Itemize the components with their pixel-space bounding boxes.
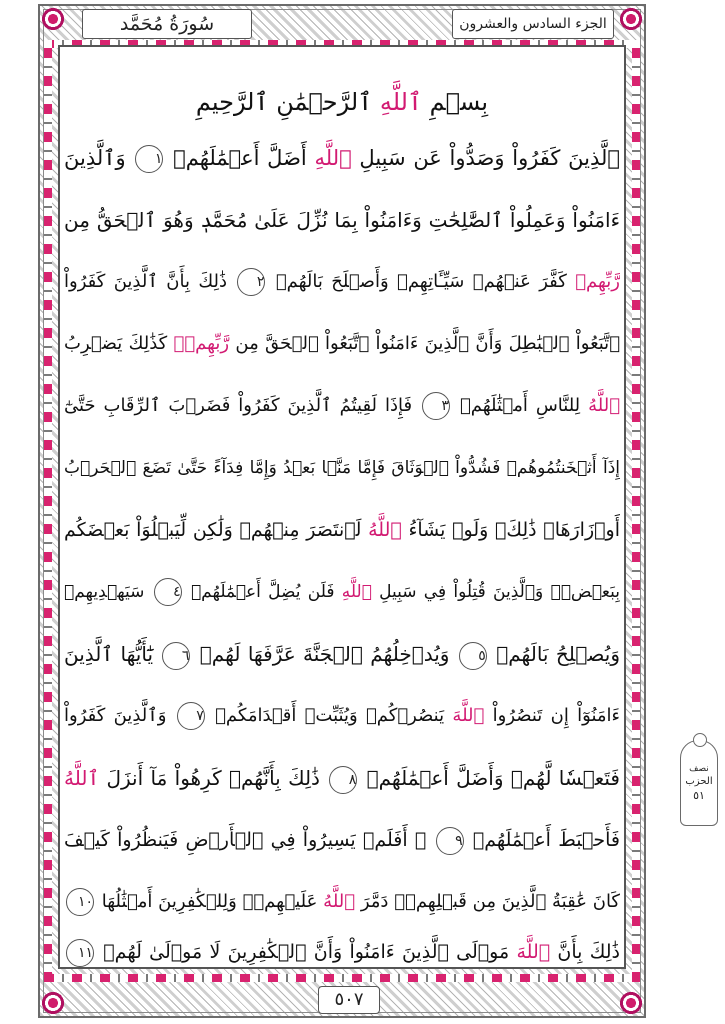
line-text: فَلَن يُضِلَّ أَعۡمَٰلَهُمۡ (183, 582, 342, 602)
ayah-number-marker: ٩ (436, 827, 464, 855)
line-text: ۞ أَفَلَمۡ يَسِيرُواْ فِي ٱلۡأَرۡضِ فَيَنظُرُواْ كَيۡفَ (64, 829, 434, 851)
line-text: فَأَحۡبَطَ أَعۡمَٰلَهُمۡ (465, 829, 620, 851)
line-text: فَتَعۡسٗا لَّهُمۡ وَأَضَلَّ أَعۡمَٰلَهُمۡ (359, 766, 620, 790)
line-text: ءَامَنُواْ وَعَمِلُواْ ٱلصَّٰلِحَٰتِ وَءَامَنُواْ بِمَا نُزِّلَ عَلَىٰ مُحَمَّدٖ وَهُوَ ٱلۡحَقُّ مِن (64, 208, 620, 232)
line-text: فَإِذَا لَقِيتُمُ ٱلَّذِينَ كَفَرُواْ فَضَرۡبَ ٱلرِّقَابِ حَتَّىٰٓ (64, 395, 421, 416)
line-text: سَيَهۡدِيهِمۡ (64, 582, 152, 602)
quran-line-2 (64, 190, 620, 250)
line-text: وَٱلَّذِينَ كَفَرُواْ (64, 705, 175, 726)
left-border-strip (44, 40, 52, 982)
line-text: بِبَعۡضٖۗ وَٱلَّذِينَ قُتِلُواْ فِي سَبِيلِ (371, 582, 620, 602)
hizb-label-half: نصف (689, 764, 709, 774)
juz-name: الجزء السادس والعشرون (459, 16, 607, 32)
ayah-number-marker: ٢ (237, 268, 265, 296)
hizb-number: ٥١ (693, 789, 705, 802)
basmala (62, 80, 622, 124)
divine-name: ٱللَّهُ (323, 891, 356, 912)
surah-name: سُورَةُ مُحَمَّد (119, 13, 215, 35)
line-text: وَٱلَّذِينَ (64, 146, 134, 170)
hizb-label: الحزب (685, 776, 713, 787)
line-text: ذَٰلِكَ بِأَنَّ (550, 941, 620, 963)
quran-line-1 (64, 128, 620, 188)
line-text: كَفَّرَ عَنۡهُمۡ سَيِّـَٔاتِهِمۡ وَأَصۡلَحَ بَالَهُمۡ (267, 271, 576, 292)
quran-line-5 (64, 376, 620, 436)
line-text: ٱتَّبَعُواْ ٱلۡبَٰطِلَ وَأَنَّ ٱلَّذِينَ ءَامَنُواْ ٱتَّبَعُواْ ٱلۡحَقَّ مِن (229, 333, 620, 354)
line-text: ٱلَّذِينَ كَفَرُواْ وَصَدُّواْ عَن سَبِيلِ (351, 146, 620, 170)
divine-name: ٱللَّهِ (341, 582, 372, 602)
quran-line-14 (64, 922, 620, 982)
quran-line-4 (64, 314, 620, 374)
line-text: ذَٰلِكَ بِأَنَّ ٱلَّذِينَ كَفَرُواْ (64, 271, 236, 292)
ayah-number-marker: ٧ (177, 702, 205, 730)
line-text: إِذَآ أَثۡخَنتُمُوهُمۡ فَشُدُّواْ ٱلۡوَثَاقَ فَإِمَّا مَنَّۢا بَعۡدُ وَإِمَّا فِدَآءً حَتَّىٰ تَضَعَ ٱلۡحَرۡبُ (64, 458, 620, 478)
right-border-strip (632, 40, 640, 982)
quran-line-12 (64, 810, 620, 870)
ayah-number-marker: ٤ (154, 578, 182, 606)
juz-name-box (452, 9, 614, 39)
quran-line-7 (64, 500, 620, 560)
quran-line-10 (64, 686, 620, 746)
line-text: ذَٰلِكَ بِأَنَّهُمۡ كَرِهُواْ مَآ أَنزَلَ (99, 766, 328, 790)
line-text: كَذَٰلِكَ يَضۡرِبُ (64, 333, 174, 354)
line-text: لَٱنتَصَرَ مِنۡهُمۡ وَلَٰكِن لِّيَبۡلُوَاْ بَعۡضَكُم (64, 519, 369, 541)
line-text: لِلنَّاسِ أَمۡثَٰلَهُمۡ (452, 395, 589, 416)
ayah-number-marker: ١١ (66, 939, 94, 967)
basmala-end: ٱلرَّحۡمَٰنِ ٱلرَّحِيمِ (195, 88, 380, 116)
line-text: ءَامَنُوٓاْ إِن تَنصُرُواْ (484, 705, 620, 726)
ayah-number-marker: ٦ (162, 642, 190, 670)
quran-line-3 (64, 252, 620, 312)
corner-ornament-top-right (618, 6, 644, 32)
ayah-number-marker: ٨ (329, 766, 357, 794)
divine-name: ٱللَّهُ (368, 519, 402, 541)
divine-name: ٱللَّهُ (588, 395, 620, 416)
divine-name: ٱللَّهِ (314, 146, 352, 170)
quran-line-8 (64, 562, 620, 622)
ayah-number-marker: ١٠ (66, 888, 94, 916)
corner-ornament-bottom-left (40, 990, 66, 1016)
ayah-number-marker: ٥ (459, 642, 487, 670)
divine-name: ٱللَّهَ (452, 705, 485, 726)
surah-name-box (82, 9, 252, 39)
basmala-allah: ٱللَّهِ (379, 88, 423, 116)
quran-line-6 (64, 438, 620, 498)
divine-name: ٱللَّهُ (64, 766, 100, 790)
ayah-number-marker: ٣ (422, 392, 450, 420)
corner-ornament-top-left (40, 6, 66, 32)
hizb-marker (680, 740, 718, 826)
line-text: وَيُصۡلِحُ بَالَهُمۡ (488, 642, 620, 666)
divine-name: رَّبِّهِمۡۚ (173, 333, 230, 354)
basmala-start: بِسۡمِ (422, 88, 489, 116)
corner-ornament-bottom-right (618, 990, 644, 1016)
line-text: كَانَ عَٰقِبَةُ ٱلَّذِينَ مِن قَبۡلِهِمۡۖ دَمَّرَ (355, 891, 620, 912)
line-text: مَوۡلَى ٱلَّذِينَ ءَامَنُواْ وَأَنَّ ٱلۡكَٰفِرِينَ لَا مَوۡلَىٰ لَهُمۡ (96, 941, 517, 963)
line-text: وَيُدۡخِلُهُمُ ٱلۡجَنَّةَ عَرَّفَهَا لَهُمۡ (192, 642, 457, 666)
quran-line-9 (64, 624, 620, 684)
quran-line-11 (64, 748, 620, 808)
line-text: يَٰٓأَيُّهَا ٱلَّذِينَ (64, 642, 161, 666)
divine-name: ٱللَّهَ (516, 941, 551, 963)
line-text: أَضَلَّ أَعۡمَٰلَهُمۡ (165, 146, 315, 170)
line-text: يَنصُرۡكُمۡ وَيُثَبِّتۡ أَقۡدَامَكُمۡ (206, 705, 453, 726)
line-text: عَلَيۡهِمۡۖ وَلِلۡكَٰفِرِينَ أَمۡثَٰلُهَا (96, 891, 324, 912)
page-number: ٥٠٧ (318, 986, 380, 1014)
divine-name: رَّبِّهِمۡ (575, 271, 620, 292)
ayah-number-marker: ١ (135, 145, 163, 173)
line-text: أَوۡزَارَهَاۚ ذَٰلِكَۖ وَلَوۡ يَشَآءُ (401, 519, 620, 541)
